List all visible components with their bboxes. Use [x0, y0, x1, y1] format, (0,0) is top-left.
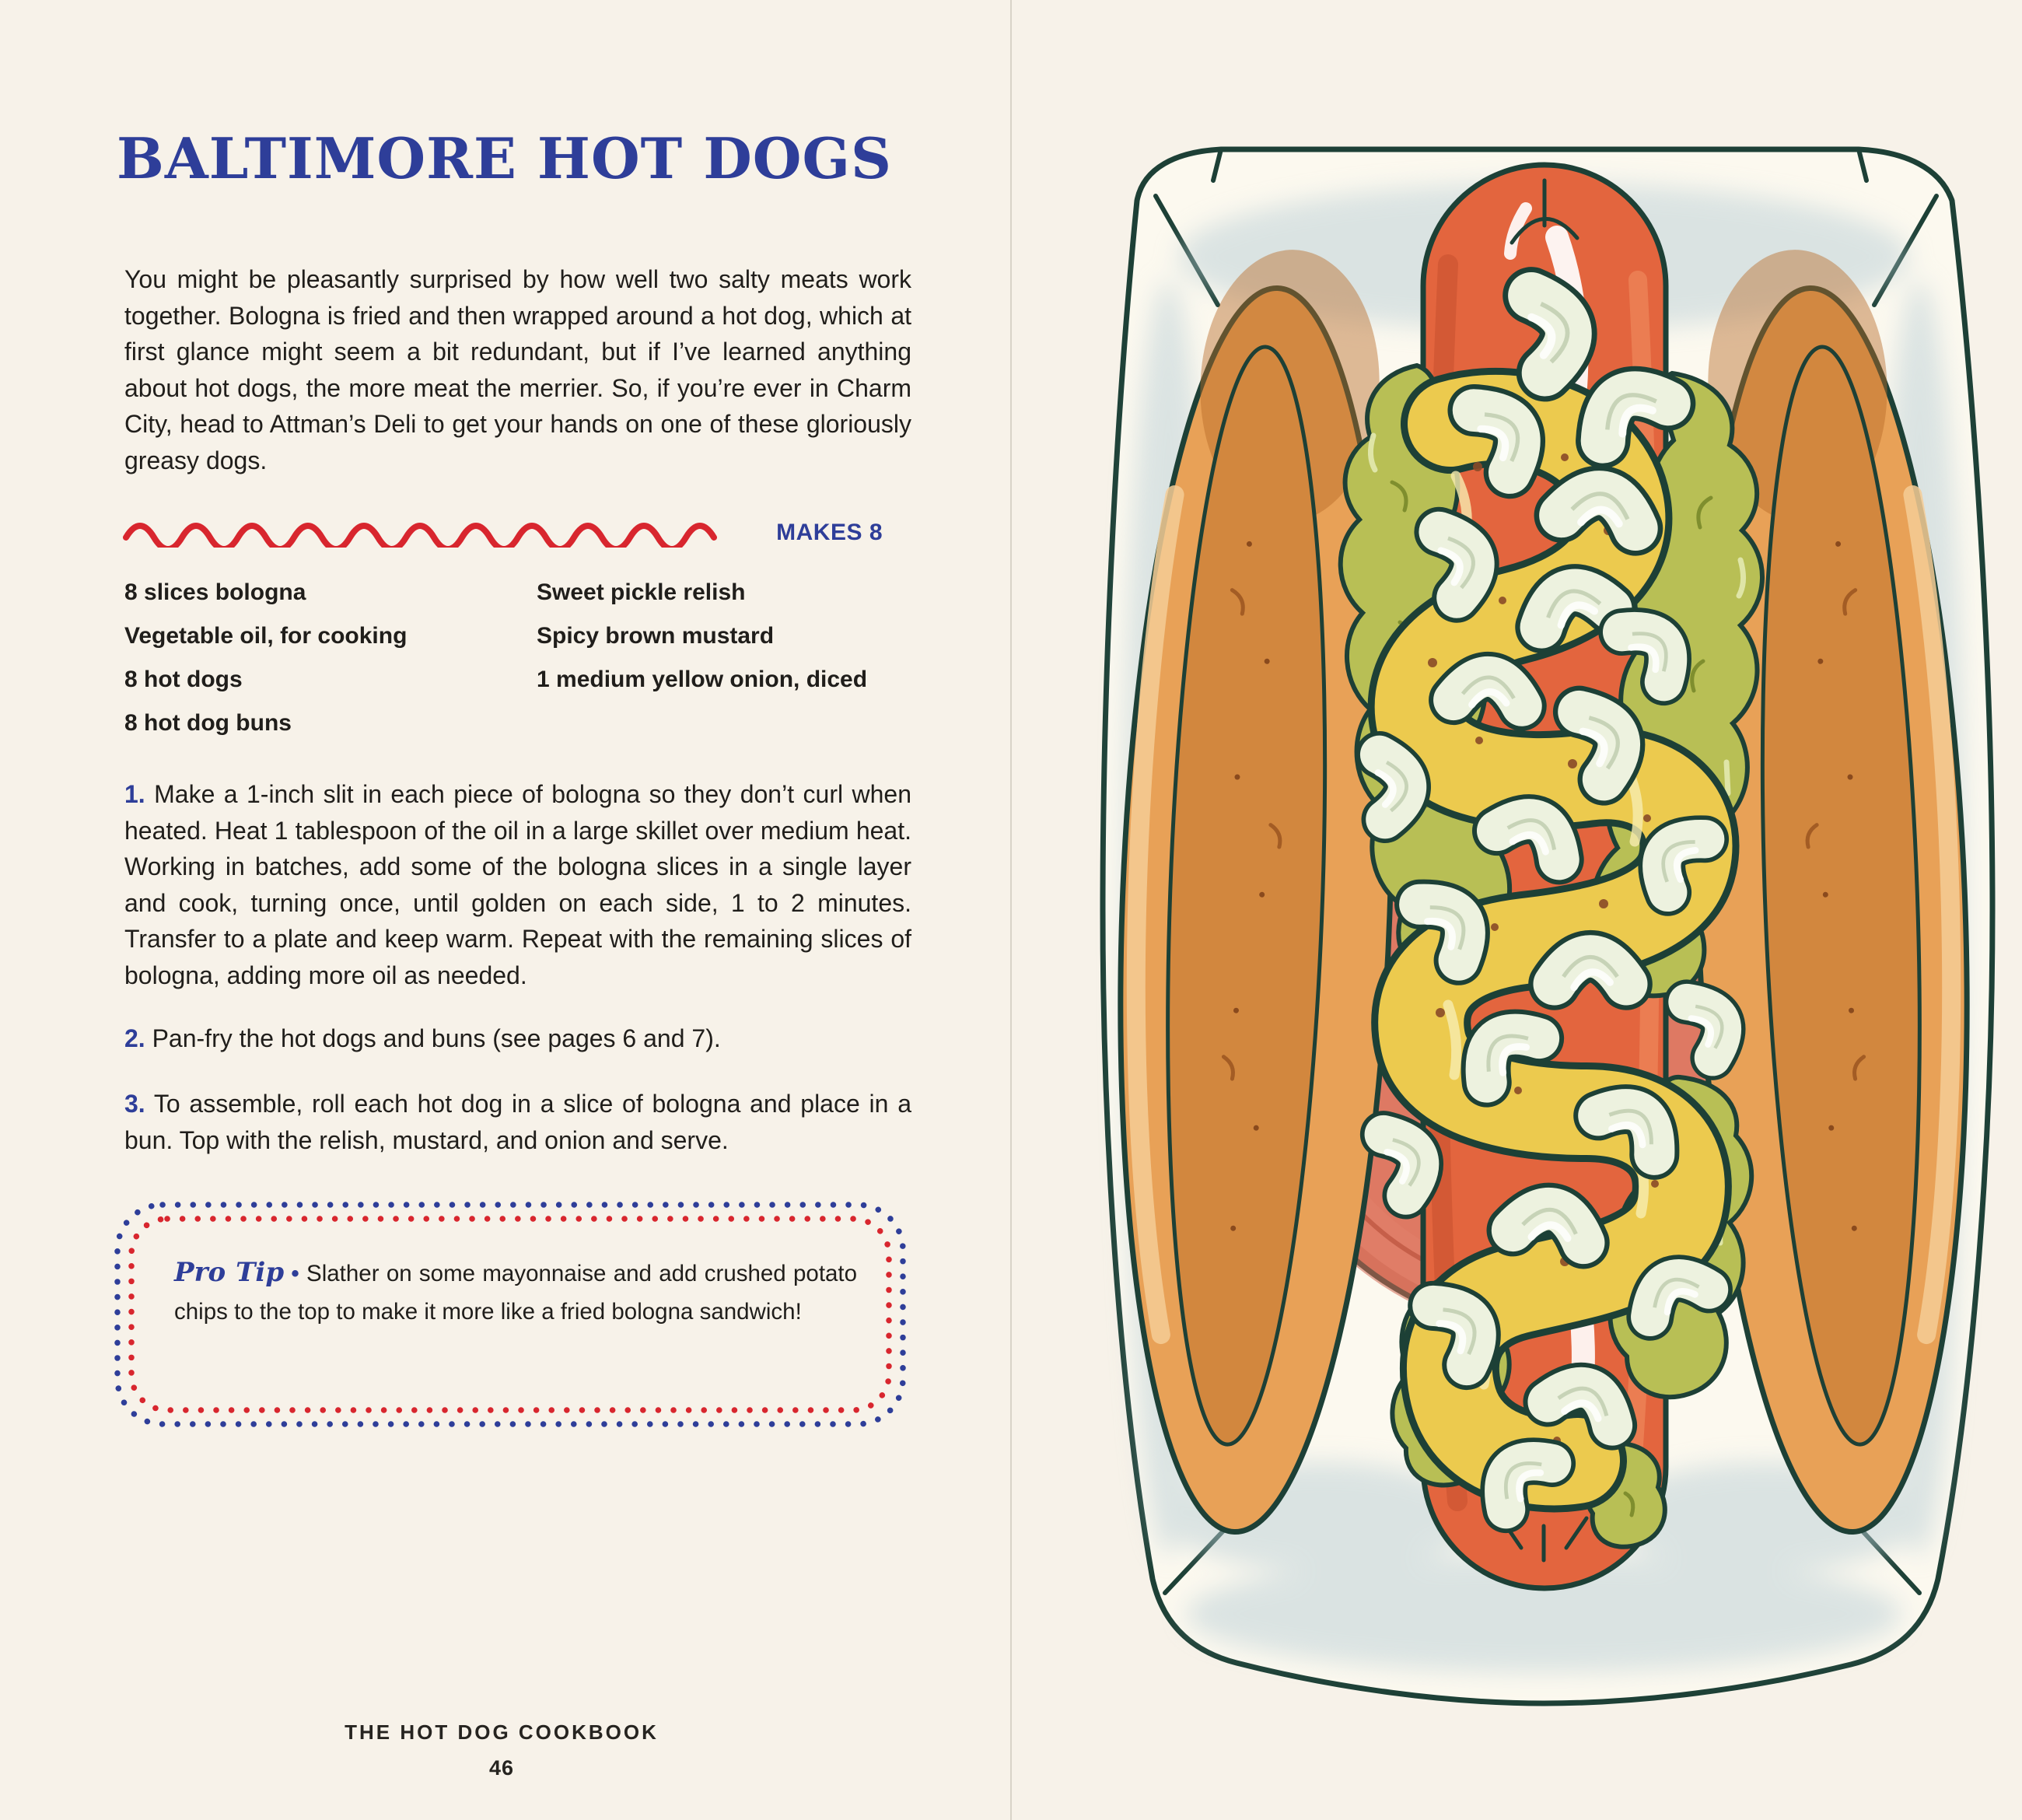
step-1	[124, 776, 911, 993]
pro-tip-label: Pro Tip	[174, 1257, 285, 1288]
ingredient-item: 8 hot dogs	[124, 667, 243, 692]
book-title-footer: THE HOT DOG COOKBOOK	[345, 1720, 659, 1744]
pro-tip-box	[174, 1254, 857, 1331]
ingredients-column-2	[537, 571, 867, 702]
intro-paragraph: You might be pleasantly surprised by how well two salty meats work together. Bologna is fried and then wrapped around a hot dog, which at first glance might seem a bit redundant, but if I’ve learned anything about hot dogs, the more meat the merrier. So, if you’re ever in Charm City, head to Attman’s Deli to get your hands on one of these gloriously greasy dogs.	[124, 265, 911, 474]
step-2-text: Pan-fry the hot dogs and buns (see pages 6 and 7).	[152, 1024, 721, 1052]
ingredient-item: 8 hot dog buns	[124, 710, 292, 736]
step-1-text: Make a 1-inch slit in each piece of bologna so they don’t curl when heated. Heat 1 tablespoon of the oil in a large skillet over medium heat. Working in batches, add some of the bologna slices in a single layer and cook, turning once, until golden on each side, 1 to 2 minutes. Transfer to a plate and keep warm. Repeat with the remaining slices of bologna, adding more oil as needed.	[124, 780, 912, 989]
hot-dog-illustration	[1011, 0, 2022, 1820]
ingredient-item: 1 medium yellow onion, diced	[537, 667, 868, 692]
wavy-divider	[123, 516, 745, 548]
step-3-text: To assemble, roll each hot dog in a slice of bologna and place in a bun. Top with the relish, mustard, and onion and serve.	[124, 1090, 912, 1154]
step-1-number: 1.	[124, 780, 145, 808]
pro-tip-text: Slather on some mayonnaise and add crushed potato chips to the top to make it more like a fried bologna sandwich!	[174, 1261, 858, 1325]
makes-label: MAKES 8	[776, 520, 883, 545]
page-number: 46	[488, 1756, 515, 1780]
pro-tip-bullet: •	[291, 1261, 299, 1286]
ingredient-item: Sweet pickle relish	[537, 579, 746, 605]
ingredient-item: Vegetable oil, for cooking	[124, 623, 408, 649]
step-2-number: 2.	[124, 1024, 145, 1052]
step-3-number: 3.	[124, 1090, 145, 1118]
step-2	[124, 1020, 911, 1057]
page-title: BALTIMORE HOT DOGS	[117, 125, 892, 191]
illustration-page	[1011, 0, 2022, 1820]
ingredient-item: 8 slices bologna	[124, 579, 306, 605]
ingredient-item: Spicy brown mustard	[537, 623, 775, 649]
step-3	[124, 1086, 911, 1158]
ingredients-column-1	[124, 571, 407, 745]
